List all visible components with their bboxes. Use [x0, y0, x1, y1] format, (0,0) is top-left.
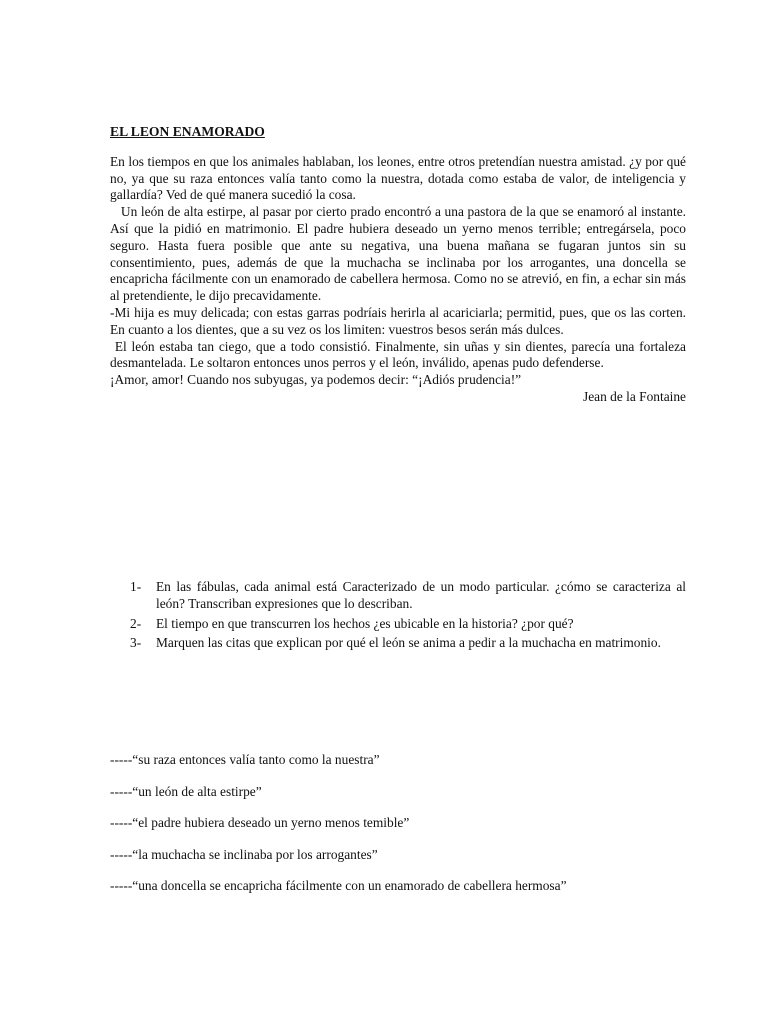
quote-item: -----“un león de alta estirpe”	[110, 783, 262, 799]
quote-item: -----“una doncella se encapricha fácilmente con un enamorado de cabellera hermosa”	[110, 878, 567, 893]
fable-paragraph: -Mi hija es muy delicada; con estas garras podríais herirla al acariciarla; permitid, pues, que os las corten. En cuanto a los dientes, que a su vez os los limiten: vuestros besos serán más dulces.	[110, 304, 686, 337]
quote-item: -----“su raza entonces valía tanto como la nuestra”	[110, 752, 380, 767]
quote-item: -----“el padre hubiera deseado un yerno menos temible”	[110, 815, 410, 830]
question-text: El tiempo en que transcurren los hechos ¿es ubicable en la historia? ¿por qué?	[156, 615, 574, 631]
questions-list	[130, 579, 686, 655]
question-number: 3-	[130, 635, 142, 651]
quotes-list	[110, 752, 686, 910]
fable-paragraph: Un león de alta estirpe, al pasar por cierto prado encontró a una pastora de la que se enamoró al instante. Así que la pidió en matrimonio. El padre hubiera deseado un yerno menos terrible; entregársela, poco seguro. Hasta fuera posible que ante su negativa, una buena mañana se fugaran juntos sin su consentimiento, pues, además de que la muchacha se inclinaba por los arrogantes, una doncella se encapricha fácilmente con un enamorado de cabellera hermosa. Como no se atrevió, en fin, a echar sin más al pretendiente, le dijo precavidamente.	[110, 204, 686, 304]
question-item	[130, 616, 686, 633]
fable-title: EL LEON ENAMORADO	[110, 124, 265, 139]
question-text: Marquen las citas que explican por qué el león se anima a pedir a la muchacha en matrimonio.	[156, 635, 661, 651]
fable-paragraph: El león estaba tan ciego, que a todo consistió. Finalmente, sin uñas y sin dientes, parecía una fortaleza desmantelada. Le soltaron entonces unos perros y el león, inválido, apenas pudo defenderse.	[110, 338, 686, 371]
fable-section	[110, 124, 686, 406]
quote-item: -----“la muchacha se inclinaba por los arrogantes”	[110, 846, 378, 862]
author-signature: Jean de la Fontaine	[583, 388, 686, 404]
question-number: 1-	[130, 579, 142, 594]
fable-paragraph: En los tiempos en que los animales hablaban, los leones, entre otros pretendían nuestra amistad. ¿y por qué no, ya que su raza entonces valía tanto como la nuestra, dotada como estaba de valor, de inteligencia y gallardía? Ved de qué manera sucedió la cosa.	[110, 153, 686, 203]
fable-paragraph: ¡Amor, amor! Cuando nos subyugas, ya podemos decir: “¡Adiós prudencia!”	[110, 372, 522, 388]
question-item	[130, 635, 686, 652]
question-item	[130, 579, 686, 613]
question-number: 2-	[130, 615, 142, 631]
question-text: En las fábulas, cada animal está Caracterizado de un modo particular. ¿cómo se caracteriza al león? Transcriban expresiones que lo describan.	[156, 579, 686, 611]
